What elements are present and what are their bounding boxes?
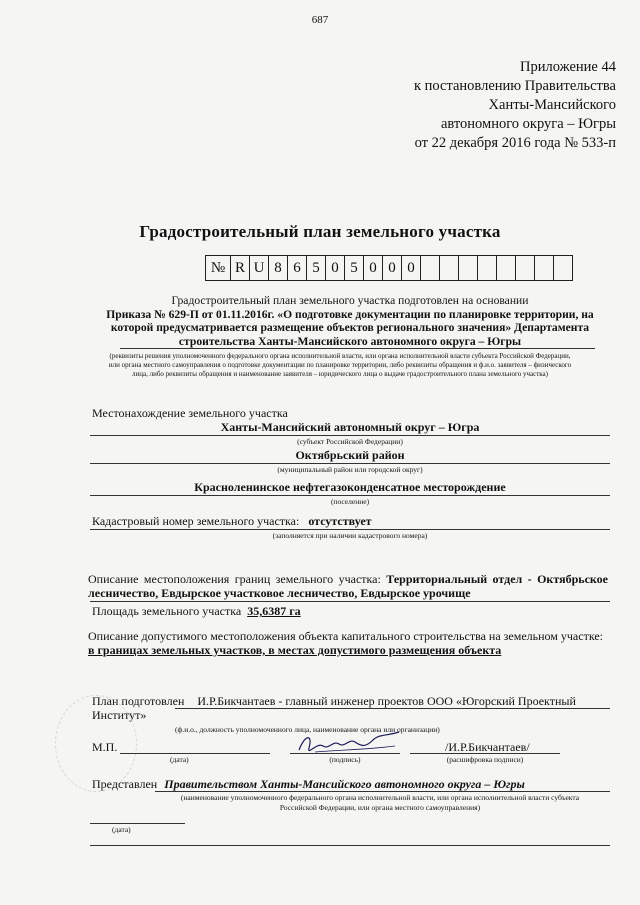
boundaries-block (88, 572, 608, 600)
placement-block (88, 629, 608, 657)
prepared-value: И.Р.Бикчантаев - главный инженер проектов ООО «Югорский Проектный Институт» (92, 694, 576, 722)
presented-date-caption: (дата) (112, 825, 131, 834)
placement-value: в границах земельных участков, в местах допустимого размещения объекта (88, 643, 502, 657)
district-caption: (муниципальный район или городской округ) (277, 465, 423, 474)
area-block (92, 604, 301, 619)
boundaries-underline (90, 601, 610, 602)
document-title: Градостроительный план земельного участка (139, 222, 501, 241)
number-cell: 0 (383, 256, 402, 281)
number-cell (478, 256, 497, 281)
number-cell (497, 256, 516, 281)
location-subject: Ханты-Мансийский автономный округ – Югра (220, 420, 480, 434)
number-cell: 5 (345, 256, 364, 281)
basis-intro: Градостроительный план земельного участка подготовлен на основании (171, 294, 529, 307)
cadastral-value: отсутствует (308, 514, 372, 528)
number-cell (535, 256, 554, 281)
number-cell: R (231, 256, 250, 281)
cadastral-label-text: Кадастровый номер земельного участка: (92, 514, 300, 528)
basis-block (100, 294, 600, 348)
signature-name: /И.Р.Бикчантаев/ (445, 740, 530, 754)
basis-underline (120, 348, 595, 349)
settlement-caption: (поселение) (330, 497, 370, 506)
appendix-line-4: автономного округа – Югры (440, 116, 616, 132)
location-label: Местонахождение земельного участка (92, 406, 288, 420)
appendix-block (414, 58, 616, 153)
cadastral-label (92, 514, 372, 529)
decode-underline (410, 753, 560, 754)
subject-underline (90, 435, 610, 436)
bottom-rule (90, 845, 610, 846)
number-cell: 6 (288, 256, 307, 281)
presented-underline (155, 791, 610, 792)
number-cell: 0 (402, 256, 421, 281)
appendix-line-1: Приложение 44 (520, 59, 616, 75)
boundaries-value: Территориальный отдел - Октябрьское лесничество, Евдырское участковое лесничество, Евдырское урочище (88, 572, 609, 600)
number-cell (554, 256, 573, 281)
number-cell: 0 (364, 256, 383, 281)
number-cell: 5 (307, 256, 326, 281)
number-cell (421, 256, 440, 281)
area-label: Площадь земельного участка (92, 604, 242, 618)
number-cell (440, 256, 459, 281)
cadastral-caption: (заполняется при наличии кадастрового номера) (272, 531, 428, 540)
number-cell: 8 (269, 256, 288, 281)
prepared-underline (175, 708, 610, 709)
location-district: Октябрьский район (295, 448, 405, 462)
presented-value: Правительством Ханты-Мансийского автономного округа – Югры (164, 777, 525, 791)
prepared-label: План подготовлен (92, 694, 185, 708)
subject-caption: (субъект Российской Федерации) (297, 437, 403, 446)
number-sign: № (206, 256, 231, 281)
number-cell: U (250, 256, 269, 281)
plan-number-table (205, 255, 573, 281)
cadastral-underline (90, 529, 610, 530)
presented-block (92, 777, 525, 792)
appendix-line-2: к постановлению Правительства (414, 78, 616, 94)
page-number: 687 (311, 14, 329, 26)
presented-date-underline (90, 823, 185, 824)
number-cell (459, 256, 478, 281)
area-value: 35,6387 га (247, 604, 301, 618)
boundaries-label: Описание местоположения границ земельного участка: (88, 572, 381, 586)
appendix-line-3: Ханты-Мансийского (488, 97, 616, 113)
signature-underline (290, 753, 400, 754)
basis-order: Приказа № 629-П от 01.11.2016г. «О подготовке документации по планировке территории, на которой предусматривается размещение объектов регионального значения» Департамента строительства Ханты-Мансийского автономного округа – Югры (106, 307, 594, 348)
date-caption: (дата) (170, 755, 189, 764)
district-underline (90, 463, 610, 464)
sign-caption: (подпись) (329, 755, 361, 764)
presented-label: Представлен (92, 777, 158, 791)
prepared-caption: (ф.и.о., должность уполномоченного лица, наименование органа или организации) (175, 725, 440, 734)
requisites-caption: (реквизиты решения уполномоченного федерального органа исполнительной власти, или органа исполнительной власти субъекта Российской Федерации, или органа местного самоуправления о подготовке документации по планировке территории, либо реквизиты обращения и ф.и.о. заявителя – физического лица, либо реквизиты обращения и наименование заявителя – юридического лица о выдаче градостроительного плана земельного участка) (108, 352, 572, 378)
date-underline (120, 753, 270, 754)
settlement-underline (90, 495, 610, 496)
mp-label: М.П. (92, 740, 118, 754)
number-cell: 0 (326, 256, 345, 281)
decode-caption: (расшифровка подписи) (446, 755, 524, 764)
presented-caption: (наименование уполномоченного федерального органа исполнительной власти, или органа исполнительной власти субъекта Российской Федерации, или органа местного самоуправления) (180, 793, 580, 812)
number-cell (516, 256, 535, 281)
placement-label: Описание допустимого местоположения объекта капитального строительства на земельном участке: (88, 629, 604, 643)
appendix-line-5: от 22 декабря 2016 года № 533-п (414, 135, 616, 151)
location-settlement: Красноленинское нефтегазоконденсатное месторождение (194, 480, 506, 494)
